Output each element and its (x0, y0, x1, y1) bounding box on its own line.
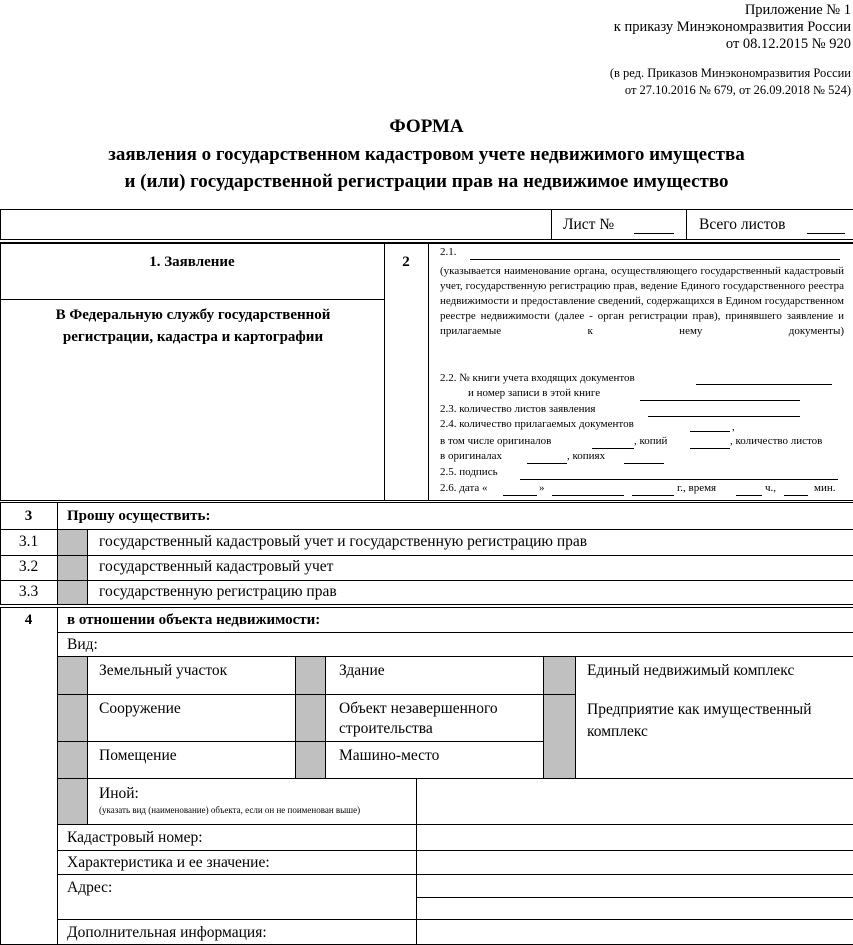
field-2-2-record-label: и номер записи в этой книге (468, 387, 601, 399)
field-2-4-in-originals[interactable] (527, 463, 567, 464)
address-input[interactable] (417, 875, 853, 919)
time-minutes-field[interactable] (784, 495, 808, 496)
section4-number: 4 (24, 612, 33, 628)
total-sheets-field[interactable] (807, 233, 845, 234)
address-label: Адрес: (67, 879, 113, 896)
field-2-2-label: 2.2. № книги учета входящих документов (440, 372, 635, 384)
field-2-4-in-copies-label: , копиях (567, 450, 606, 462)
option-3-3-checkbox[interactable] (58, 581, 87, 604)
kind-land-label: Земельный участок (99, 662, 228, 679)
form-subtitle-2: и (или) государственной регистрации прав на недвижимое имущество (124, 171, 729, 192)
kind-room-checkbox[interactable] (58, 742, 87, 778)
section3-title: Прошу осуществить: (67, 508, 211, 524)
minutes-label: мин. (814, 482, 836, 494)
option-3-1-checkbox[interactable] (58, 530, 87, 555)
characteristic-label: Характеристика и ее значение: (67, 854, 270, 871)
field-2-4-sheets-label: , количество листов (730, 435, 823, 447)
option-3-1-label: государственный кадастровый учет и государственную регистрацию прав (99, 533, 588, 550)
field-2-4-input[interactable] (690, 431, 730, 432)
hours-label: ч., (765, 482, 777, 494)
date-year-field[interactable] (632, 495, 674, 496)
field-2-3-input[interactable] (648, 416, 800, 417)
field-2-4-in-originals-label: в оригиналах (440, 450, 502, 462)
kind-land-checkbox[interactable] (58, 657, 87, 694)
time-hours-field[interactable] (736, 495, 762, 496)
field-2-4-in-copies[interactable] (624, 463, 664, 464)
characteristic-input[interactable] (417, 851, 853, 874)
option-3-2-checkbox[interactable] (58, 556, 87, 580)
field-2-1-input[interactable] (470, 259, 840, 260)
revision-note-1: (в ред. Приказов Минэкономразвития России (609, 66, 851, 80)
option-3-1-number: 3.1 (18, 533, 39, 550)
field-2-2-book[interactable] (696, 384, 832, 385)
kind-complex-checkbox[interactable] (544, 657, 575, 694)
kind-building-label: Здание (339, 662, 385, 679)
section1-title: 1. Заявление (149, 254, 235, 270)
additional-info-input[interactable] (417, 920, 853, 944)
kind-parking-label: Машино-место (339, 747, 440, 764)
option-3-2-number: 3.2 (18, 558, 39, 575)
field-2-4-comma: , (732, 421, 735, 433)
total-sheets-label: Всего листов (699, 216, 786, 233)
order-date: от 08.12.2015 № 920 (725, 36, 851, 52)
appendix-number: Приложение № 1 (744, 2, 851, 18)
kind-parking-checkbox[interactable] (296, 742, 325, 778)
kind-complex-label: Единый недвижимый комплекс (587, 662, 795, 679)
section3-number: 3 (24, 508, 33, 524)
kind-other-note: (указать вид (наименование) объекта, если он не поименован выше) (99, 805, 361, 815)
field-2-4-copies-label: , копий (634, 435, 668, 447)
field-2-6-label: 2.6. дата « (440, 482, 488, 494)
kind-other-checkbox[interactable] (58, 779, 87, 824)
sheet-number-label: Лист № (563, 216, 615, 233)
cadastral-number-label: Кадастровый номер: (67, 829, 203, 846)
date-month-field[interactable] (552, 495, 624, 496)
kind-room-label: Помещение (99, 747, 177, 764)
option-3-3-number: 3.3 (18, 583, 39, 600)
kind-unfinished-checkbox[interactable] (296, 695, 325, 741)
option-3-3-label: государственную регистрацию прав (99, 583, 337, 600)
revision-note-2: от 27.10.2016 № 679, от 26.09.2018 № 524) (624, 83, 851, 97)
kind-building-checkbox[interactable] (296, 657, 325, 694)
kind-structure-checkbox[interactable] (58, 695, 87, 741)
date-quote: » (539, 482, 545, 494)
form-title: ФОРМА (389, 116, 464, 137)
section2-number: 2 (402, 254, 410, 270)
field-2-4-originals-label: в том числе оригиналов (440, 435, 552, 447)
field-2-2-record[interactable] (640, 400, 800, 401)
field-2-4-copies[interactable] (690, 448, 730, 449)
field-2-1-note: (указывается наименование органа, осуществляющего государственный кадастровый учет, государственную регистрацию прав, ведение Единого государственного реестра недвижимости и предоставление сведений, содержащихся в Едином государственном реестре недвижимости (далее - орган регистрации прав), принявшего заявление и прилагаемые к нему документы) (440, 265, 844, 337)
field-2-3-label: 2.3. количество листов заявления (440, 403, 596, 415)
field-2-5-label: 2.5. подпись (440, 466, 498, 478)
kind-enterprise-checkbox[interactable] (544, 695, 575, 778)
kind-other-input[interactable] (417, 779, 853, 824)
option-3-2-label: государственный кадастровый учет (99, 558, 334, 575)
field-2-4-label: 2.4. количество прилагаемых документов (440, 418, 634, 430)
kind-other-label: Иной: (99, 785, 139, 802)
additional-info-label: Дополнительная информация: (67, 924, 267, 941)
cadastral-number-input[interactable] (417, 825, 853, 850)
kind-structure-label: Сооружение (99, 700, 181, 717)
kind-unfinished-label: Объект незавершенного строительства (339, 700, 498, 737)
addressee: В Федеральную службу государственной регистрации, кадастра и картографии (55, 307, 331, 345)
form-subtitle-1: заявления о государственном кадастровом учете недвижимого имущества (108, 144, 745, 165)
sheet-number-field[interactable] (634, 233, 674, 234)
kind-enterprise-label: Предприятие как имущественный комплекс (587, 701, 812, 740)
date-year-time-label: г., время (677, 482, 717, 494)
kind-label: Вид: (67, 636, 98, 653)
order-reference: к приказу Минэкономразвития России (613, 19, 851, 35)
date-day-field[interactable] (503, 495, 537, 496)
field-2-1-label: 2.1. (440, 246, 457, 258)
section4-title: в отношении объекта недвижимости: (67, 612, 321, 628)
signature-field[interactable] (520, 479, 838, 480)
